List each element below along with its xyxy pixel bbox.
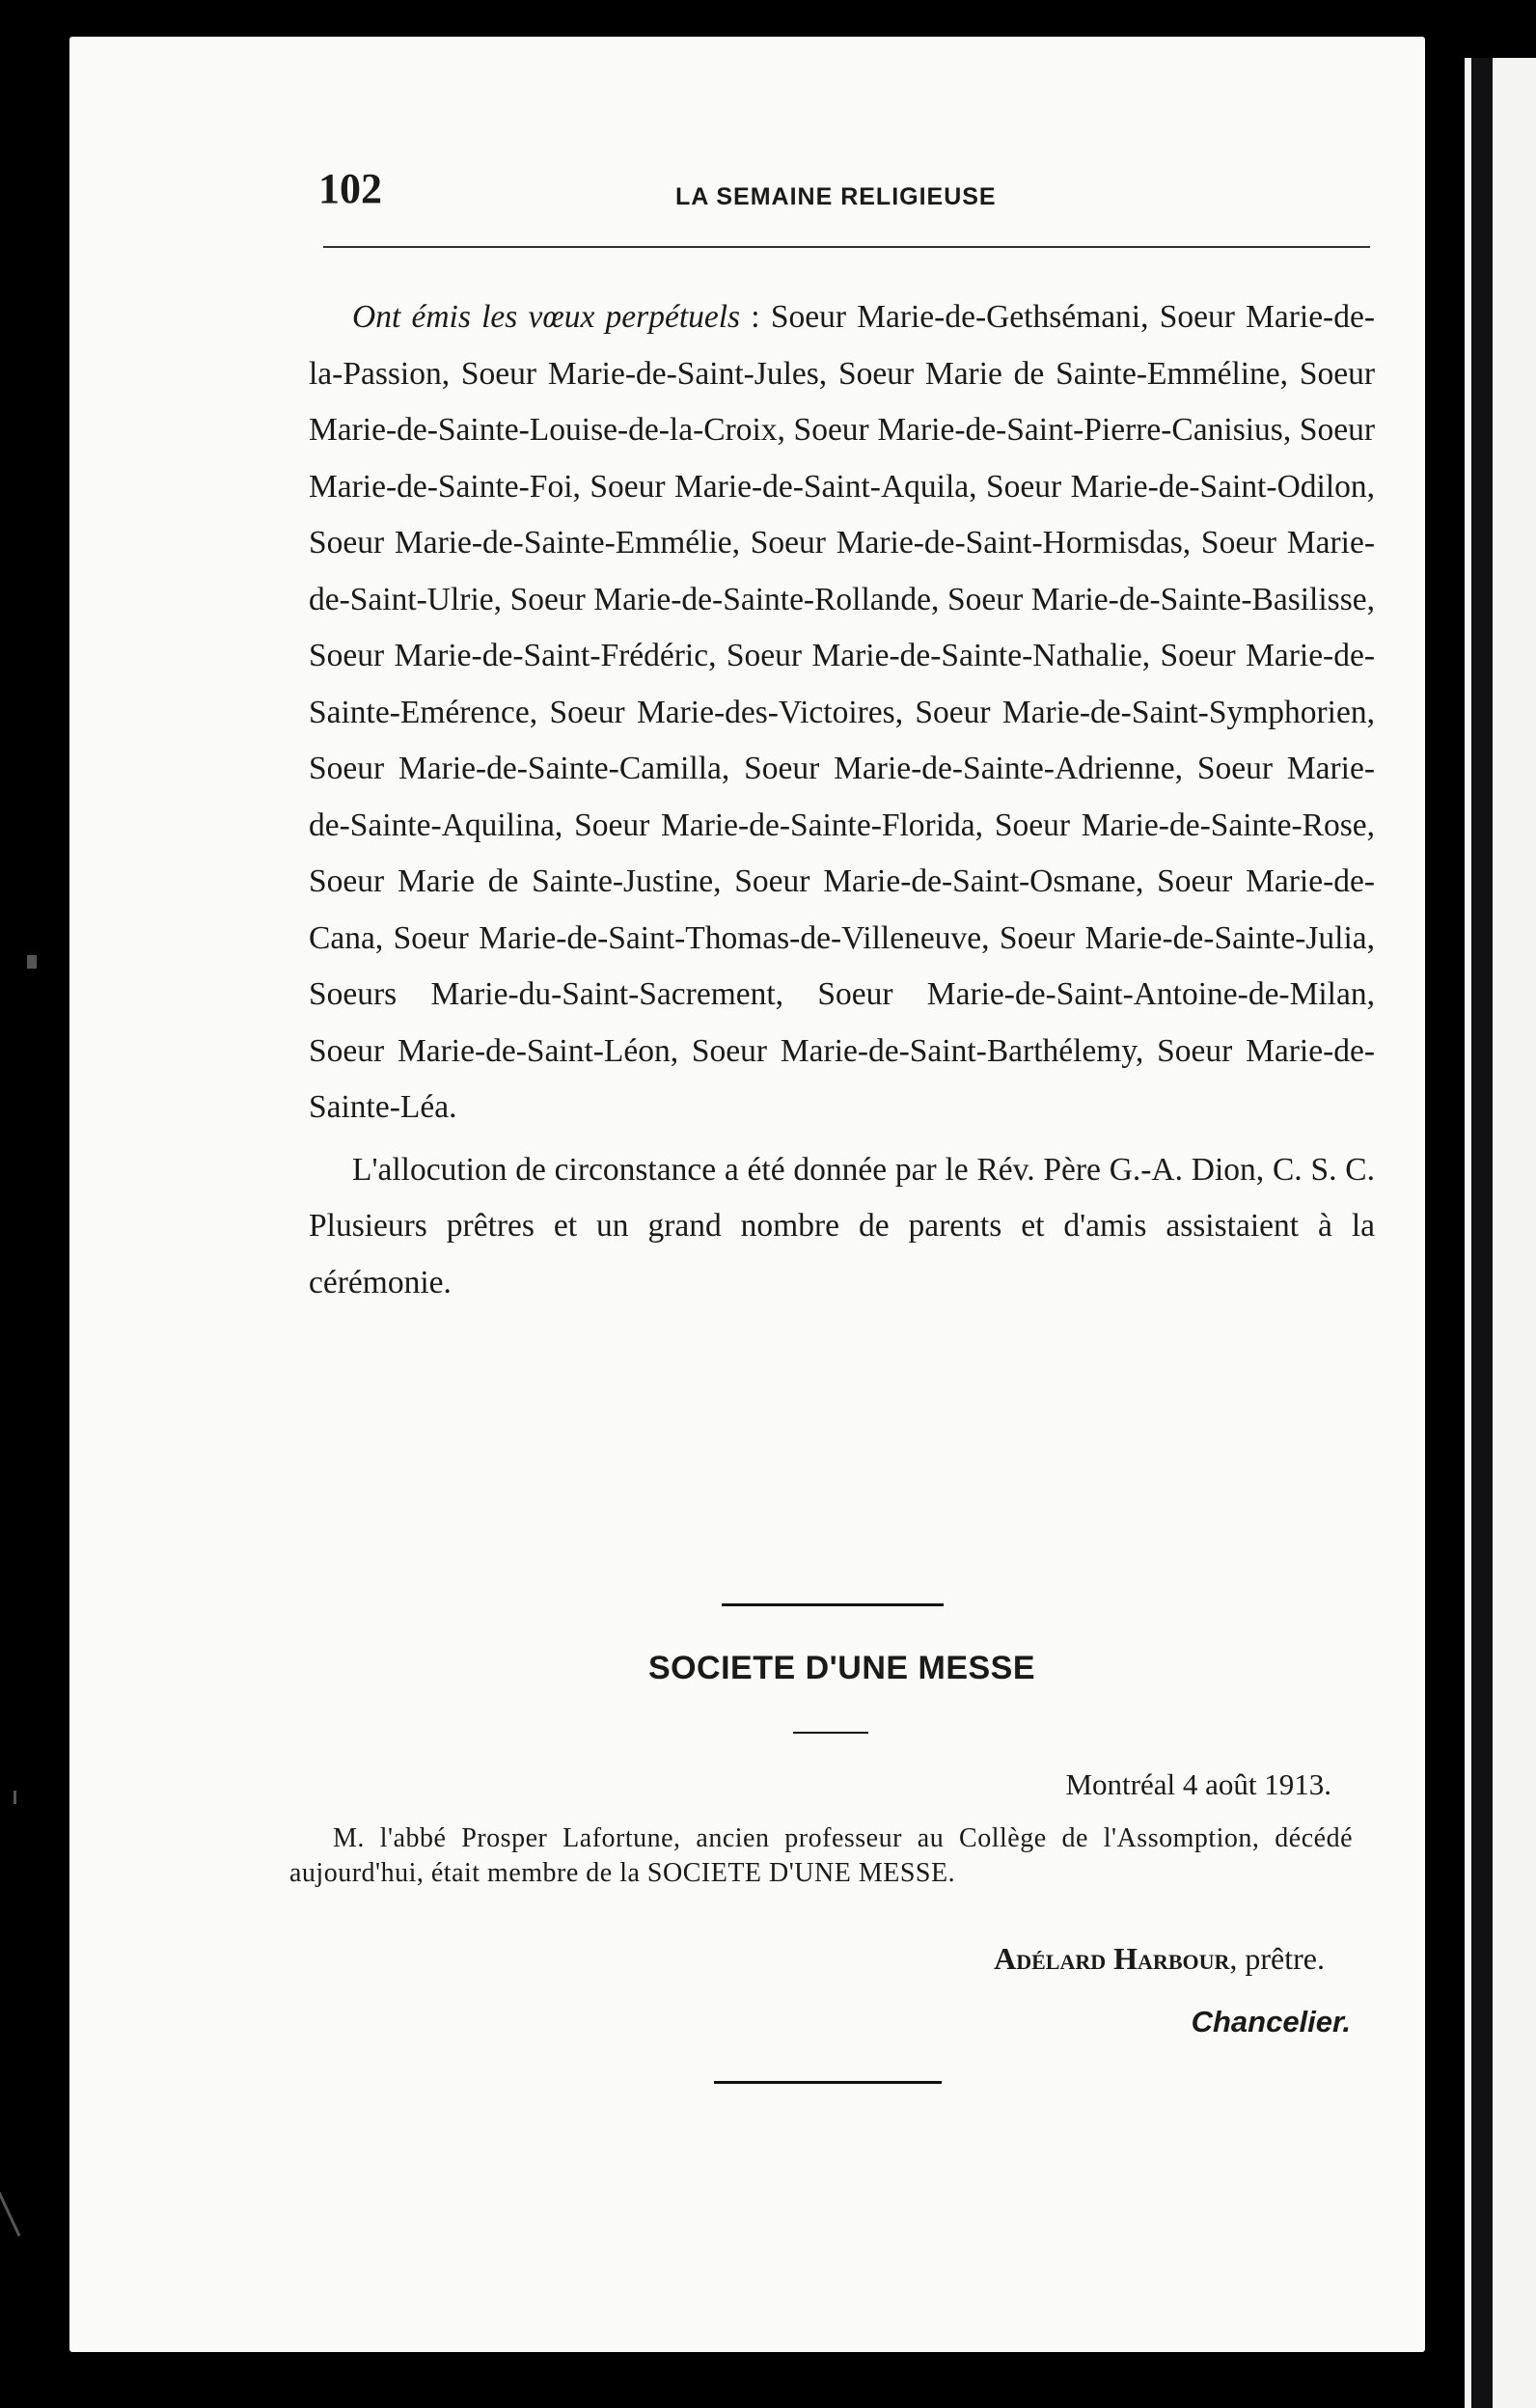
vows-paragraph: [309, 289, 1375, 1136]
scan-speck: [27, 955, 37, 969]
section-separator-bottom: [714, 2081, 942, 2084]
society-title: SOCIETE D'UNE MESSE: [647, 1650, 1036, 1686]
signature-role: , prêtre.: [1229, 1941, 1325, 1976]
page-number: 102: [318, 165, 382, 212]
header-rule: [323, 246, 1370, 248]
signature: [309, 1941, 1325, 1977]
notice-date: Montréal 4 août 1913.: [1065, 1767, 1331, 1801]
vows-lead: Ont émis les vœux perpétuels: [352, 299, 741, 335]
journal-title: LA SEMAINE RELIGIEUSE: [675, 183, 997, 210]
scan-speck: [0, 2192, 20, 2237]
chancellor-title: Chancelier.: [1191, 2005, 1351, 2039]
article-body: [309, 289, 1375, 1311]
binding-shadow: [1471, 58, 1493, 2408]
page-header: [246, 164, 1370, 222]
title-separator: [793, 1732, 868, 1734]
vows-names: : Soeur Marie-de-Gethsémani, Soeur Marie-de-la-Passion, Soeur Marie-de-Saint-Jules, Soeur Marie de Sainte-Emméline, Soeur Marie-de-Sainte-Louise-de-la-Croix, Soeur Marie-de-Saint-Pierre-Canisius, Soeur Marie-de-Sainte-Foi, Soeur Marie-de-Saint-Aquila, Soeur Marie-de-Saint-Odilon, Soeur Marie-de-Sainte-Emmélie, Soeur Marie-de-Saint-Hormisdas, Soeur Marie-de-Saint-Ulrie, Soeur Marie-de-Sainte-Rollande, Soeur Marie-de-Sainte-Basilisse, Soeur Marie-de-Saint-Frédéric, Soeur Marie-de-Sainte-Nathalie, Soeur Marie-de-Sainte-Emérence, Soeur Marie-des-Victoires, Soeur Marie-de-Saint-Symphorien, Soeur Marie-de-Sainte-Camilla, Soeur Marie-de-Sainte-Adrienne, Soeur Marie-de-Sainte-Aquilina, Soeur Marie-de-Sainte-Florida, Soeur Marie-de-Sainte-Rose, Soeur Marie de Sainte-Justine, Soeur Marie-de-Saint-Osmane, Soeur Marie-de-Cana, Soeur Marie-de-Saint-Thomas-de-Villeneuve, Soeur Marie-de-Sainte-Julia, Soeurs Marie-du-Saint-Sacrement, Soeur Marie-de-Saint-Antoine-de-Milan, Soeur Marie-de-Saint-Léon, Soeur Marie-de-Saint-Barthélemy, Soeur Marie-de-Sainte-Léa.: [309, 299, 1375, 1125]
signature-name: Adélard Harbour: [994, 1941, 1230, 1976]
section-separator-top: [722, 1603, 944, 1606]
scan-speck: [14, 1791, 16, 1804]
allocution-paragraph: L'allocution de circonstance a été donnée par le Rév. Père G.-A. Dion, C. S. C. Plusieurs prêtres et un grand nombre de parents et d'amis assistaient à la cérémonie.: [309, 1151, 1375, 1300]
notice-text: [289, 1821, 1353, 1891]
notice-paragraph: M. l'abbé Prosper Lafortune, ancien professeur au Collège de l'Assomption, décédé aujourd'hui, était membre de la SOCIETE D'UNE MESSE.: [289, 1823, 1353, 1888]
